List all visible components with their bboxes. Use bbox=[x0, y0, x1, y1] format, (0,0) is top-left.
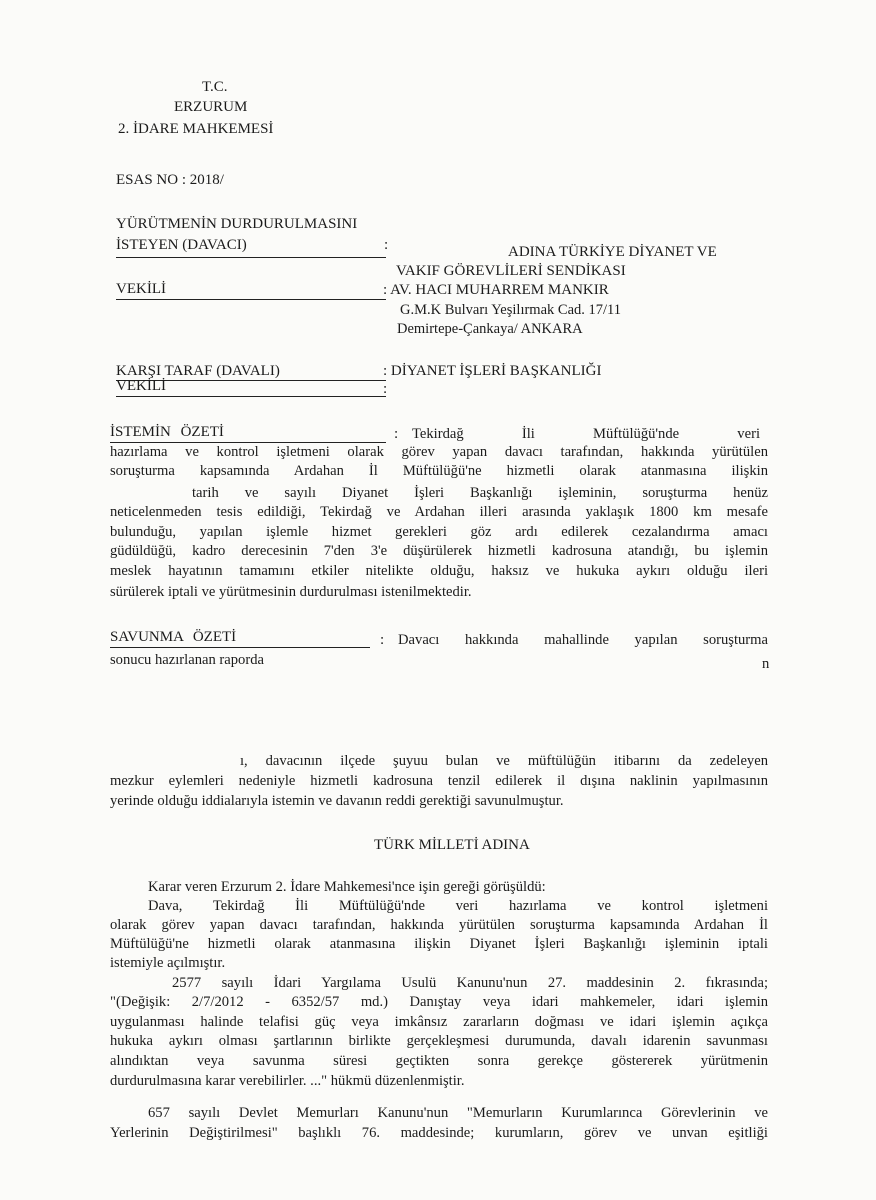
decision-heading: TÜRK MİLLETİ ADINA bbox=[374, 837, 530, 853]
decision-line: Müftülüğü'ne hizmetli olarak atanmasına ilişkin Diyanet İşleri Başkanlığı işleminin iptali bbox=[110, 936, 768, 952]
colon: : bbox=[384, 237, 389, 253]
vekili-label: VEKİLİ bbox=[116, 281, 166, 297]
header-tc: T.C. bbox=[202, 79, 228, 95]
savunma-line: mezkur eylemleri nedeniyle hizmetli kadrosuna tenzil edilerek il dışına naklinin yapılmasının bbox=[110, 773, 768, 789]
savunma-label: SAVUNMA ÖZETİ bbox=[110, 629, 237, 645]
karsi-vekili-colon: : bbox=[383, 381, 388, 397]
decision-line: alındıktan veya savunma süresi geçtikten sonra gerekçe göstererek yürütmenin bbox=[110, 1053, 768, 1069]
decision-line: 2577 sayılı İdari Yargılama Usulü Kanunu'nun 27. maddesinin 2. fıkrasında; bbox=[172, 975, 768, 991]
header-court: 2. İDARE MAHKEMESİ bbox=[118, 121, 274, 137]
vekil-address-2: Demirtepe-Çankaya/ ANKARA bbox=[397, 321, 583, 337]
savunma-line: yerinde olduğu iddialarıyla istemin ve davanın reddi gerektiği savunulmuştur. bbox=[110, 793, 564, 809]
esas-no: ESAS NO : 2018/ bbox=[116, 172, 224, 188]
savunma-line: n bbox=[762, 656, 770, 672]
istemin-line: tarih ve sayılı Diyanet İşleri Başkanlığı işleminin, soruşturma henüz bbox=[192, 485, 768, 501]
karsi-taraf-label: KARŞI TARAF (DAVALI) bbox=[116, 363, 280, 379]
underline bbox=[116, 257, 386, 258]
davaci-name-2: VAKIF GÖREVLİLERİ SENDİKASI bbox=[396, 263, 626, 279]
yd-label-1: YÜRÜTMENİN DURDURULMASINI bbox=[116, 216, 358, 232]
istemin-line: hazırlama ve kontrol işletmeni olarak görev yapan davacı tarafından, hakkında yürütülen bbox=[110, 444, 768, 460]
istemin-line: Tekirdağ İli Müftülüğü'nde veri bbox=[412, 426, 760, 442]
istemin-line: sürülerek iptali ve yürütmesinin durdurulması istenilmektedir. bbox=[110, 584, 472, 600]
decision-line: Yerlerinin Değiştirilmesi" başlıklı 76. maddesinde; kurumların, görev ve unvan eşitliği bbox=[110, 1125, 768, 1141]
istemin-line: güdüldüğü, kadro derecesinin 7'den 3'e düşürülerek hizmetli kadrosuna atandığı, bu işlemin bbox=[110, 543, 768, 559]
decision-line: istemiyle açılmıştır. bbox=[110, 955, 226, 971]
decision-line: "(Değişik: 2/7/2012 - 6352/57 md.) Danıştay veya idari mahkemeler, idari işlemin bbox=[110, 994, 768, 1010]
header-city: ERZURUM bbox=[174, 99, 248, 115]
decision-line: hukuka aykırı olması şartlarının birlikte gerçekleşmesi durumunda, davalı idarenin savunması bbox=[110, 1033, 768, 1049]
davaci-name-1: ADINA TÜRKİYE DİYANET VE bbox=[508, 244, 717, 260]
savunma-line: Davacı hakkında mahallinde yapılan soruşturma bbox=[398, 632, 768, 648]
decision-line: 657 sayılı Devlet Memurları Kanunu'nun "Memurların Kurumlarınca Görevlerinin ve bbox=[148, 1105, 768, 1121]
vekil-name: : AV. HACI MUHARREM MANKIR bbox=[383, 282, 609, 298]
decision-line: Dava, Tekirdağ İli Müftülüğü'nde veri hazırlama ve kontrol işletmeni bbox=[148, 898, 768, 914]
istemin-colon: : bbox=[394, 426, 399, 442]
istemin-label: İSTEMİN ÖZETİ bbox=[110, 424, 224, 440]
underline bbox=[110, 647, 370, 648]
savunma-line: ı, davacının ilçede şuyuu bulan ve müftülüğün itibarını da zedeleyen bbox=[240, 753, 768, 769]
decision-line: Karar veren Erzurum 2. İdare Mahkemesi'nce işin gereği görüşüldü: bbox=[148, 879, 546, 895]
karsi-vekili-label: VEKİLİ bbox=[116, 378, 166, 394]
savunma-colon: : bbox=[380, 632, 385, 648]
yd-label-2: İSTEYEN (DAVACI) bbox=[116, 237, 247, 253]
underline bbox=[116, 396, 386, 397]
decision-line: uygulanması halinde telafisi güç veya imkânsız zararların doğması ve idari işlemin açıkça bbox=[110, 1014, 768, 1030]
istemin-line: meslek hayatının tamamını etkiler nitelikte olduğu, haksız ve hukuka aykırı olduğu ileri bbox=[110, 563, 768, 579]
karsi-taraf-value: : DİYANET İŞLERİ BAŞKANLIĞI bbox=[383, 363, 602, 379]
decision-line: olarak görev yapan davacı tarafından, hakkında yürütülen soruşturma kapsamında Ardahan İl bbox=[110, 917, 768, 933]
savunma-line: sonucu hazırlanan raporda bbox=[110, 652, 264, 668]
underline bbox=[116, 299, 386, 300]
istemin-line: bulunduğu, yapılan işlemle hizmet gerekleri göz ardı edilerek cezalandırma amacı bbox=[110, 524, 768, 540]
vekil-address-1: G.M.K Bulvarı Yeşilırmak Cad. 17/11 bbox=[400, 302, 621, 318]
istemin-line: soruşturma kapsamında Ardahan İl Müftülüğü'ne hizmetli olarak atanmasına ilişkin bbox=[110, 463, 768, 479]
istemin-line: neticelenmeden tesis edildiği, Tekirdağ ve Ardahan illeri arasında yaklaşık 1800 km mesafe bbox=[110, 504, 768, 520]
decision-line: durdurulmasına karar verebilirler. ..." hükmü düzenlenmiştir. bbox=[110, 1073, 465, 1089]
